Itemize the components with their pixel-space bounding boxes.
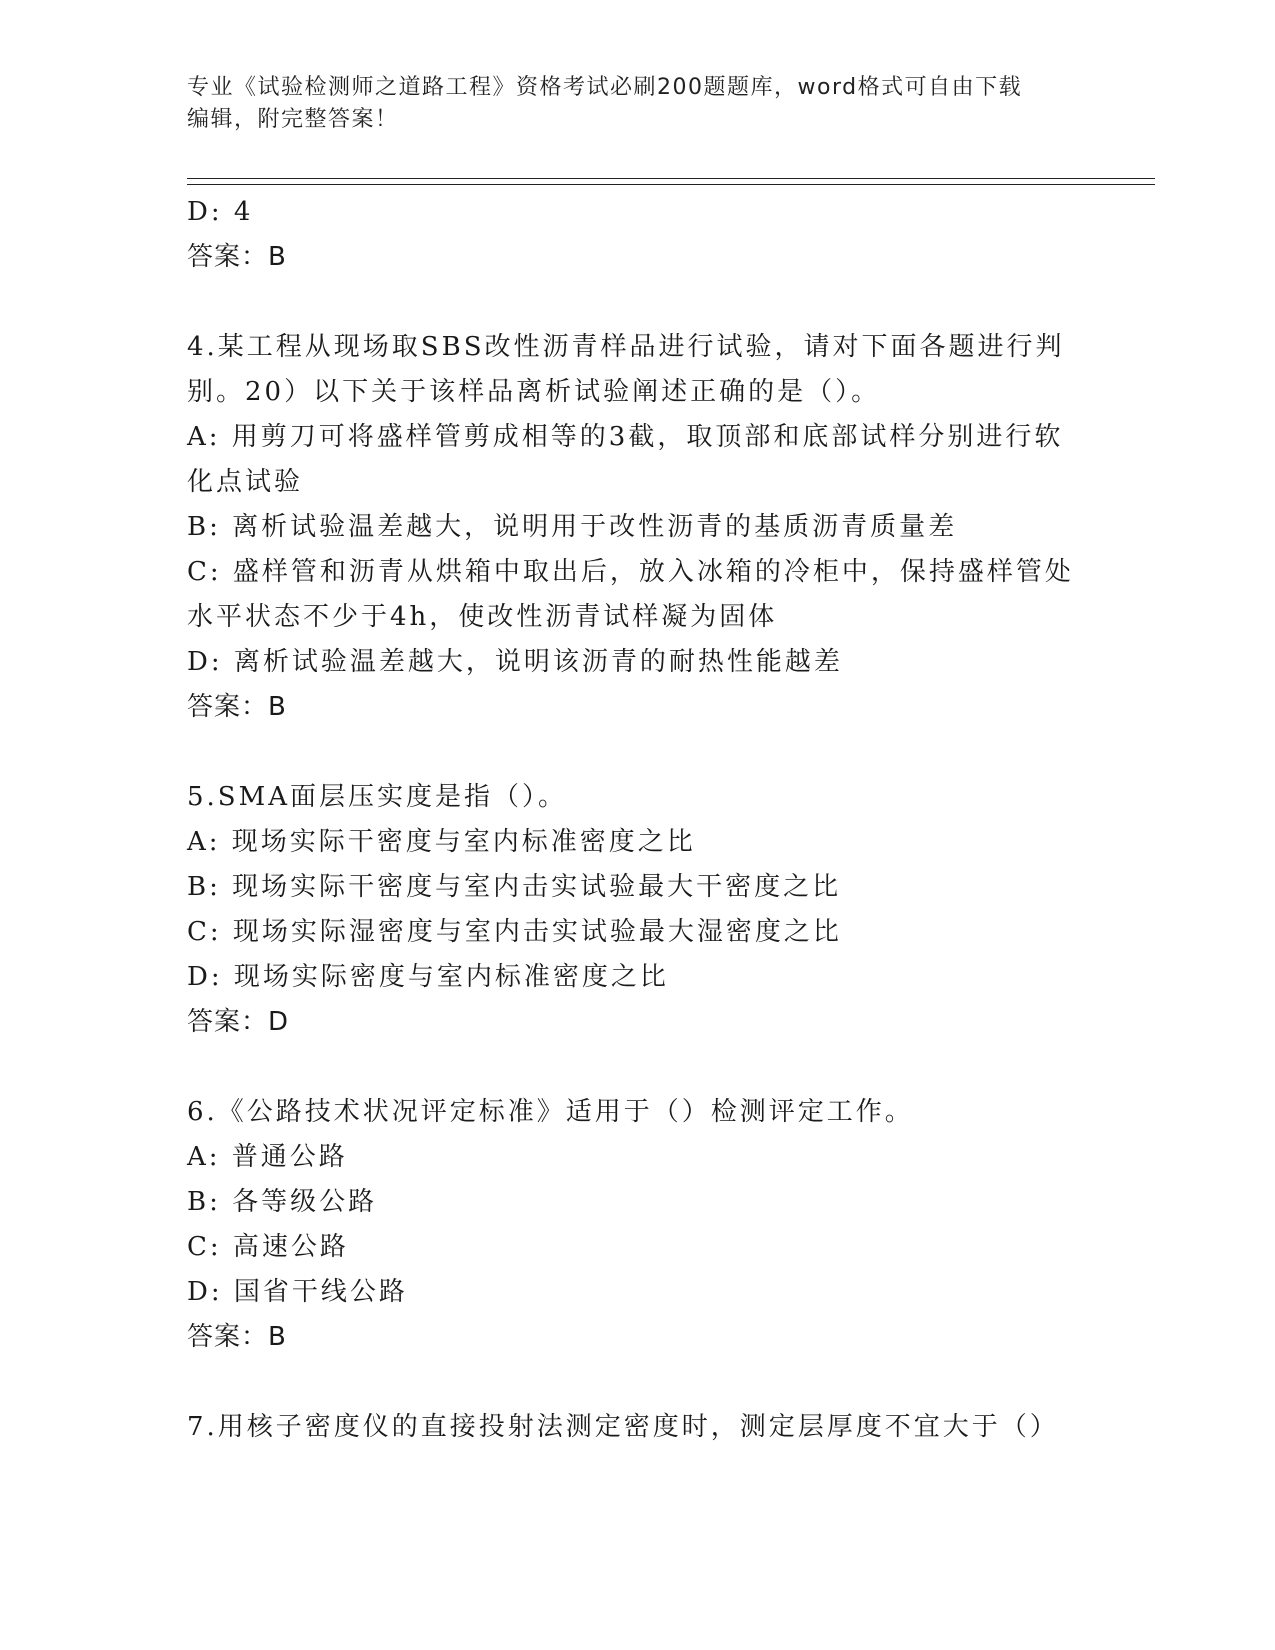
- q4-option-a-line-1: A: 用剪刀可将盛样管剪成相等的3截，取顶部和底部试样分别进行软: [187, 422, 1064, 452]
- q4-option-c-line-1: C: 盛样管和沥青从烘箱中取出后，放入冰箱的冷柜中，保持盛样管处: [187, 557, 1074, 587]
- q6-stem: 6.《公路技术状况评定标准》适用于（）检测评定工作。: [187, 1097, 914, 1127]
- q6-option-b: B: 各等级公路: [187, 1187, 378, 1217]
- page-header: [187, 72, 1087, 136]
- q4-option-a-line-2: 化点试验: [187, 467, 304, 497]
- q7-stem: 7.用核子密度仪的直接投射法测定密度时，测定层厚度不宜大于（）: [187, 1412, 1059, 1442]
- spacer: [187, 1360, 1087, 1405]
- spacer: [187, 1045, 1087, 1090]
- q4-option-b: B: 离析试验温差越大，说明用于改性沥青的基质沥青质量差: [187, 512, 958, 542]
- spacer: [187, 280, 1087, 325]
- document-body: [187, 190, 1087, 1450]
- q4-option-d: D: 离析试验温差越大，说明该沥青的耐热性能越差: [187, 647, 843, 677]
- q4-stem-line-1: 4.某工程从现场取SBS改性沥青样品进行试验，请对下面各题进行判: [187, 332, 1065, 362]
- q6-option-d: D: 国省干线公路: [187, 1277, 408, 1307]
- q4-stem-line-2: 别。20）以下关于该样品离析试验阐述正确的是（）。: [187, 377, 881, 407]
- q5-option-d: D: 现场实际密度与室内标准密度之比: [187, 962, 669, 992]
- q4-answer: 答案：B: [187, 692, 287, 722]
- q3-answer: 答案：B: [187, 242, 287, 272]
- header-line-2: 编辑，附完整答案！: [187, 107, 399, 132]
- q5-option-b: B: 现场实际干密度与室内击实试验最大干密度之比: [187, 872, 842, 902]
- q5-option-c: C: 现场实际湿密度与室内击实试验最大湿密度之比: [187, 917, 842, 947]
- q6-option-a: A: 普通公路: [187, 1142, 348, 1172]
- header-divider: [187, 178, 1155, 185]
- q6-answer: 答案：B: [187, 1322, 287, 1352]
- header-line-1: 专业《试验检测师之道路工程》资格考试必刷200题题库，word格式可自由下载: [187, 75, 1023, 100]
- q4-option-c-line-2: 水平状态不少于4h，使改性沥青试样凝为固体: [187, 602, 778, 632]
- q6-option-c: C: 高速公路: [187, 1232, 349, 1262]
- q3-option-d: D: 4: [187, 197, 254, 227]
- spacer: [187, 730, 1087, 775]
- q5-option-a: A: 现场实际干密度与室内标准密度之比: [187, 827, 696, 857]
- q5-answer: 答案：D: [187, 1007, 290, 1037]
- q5-stem: 5.SMA面层压实度是指（）。: [187, 782, 568, 812]
